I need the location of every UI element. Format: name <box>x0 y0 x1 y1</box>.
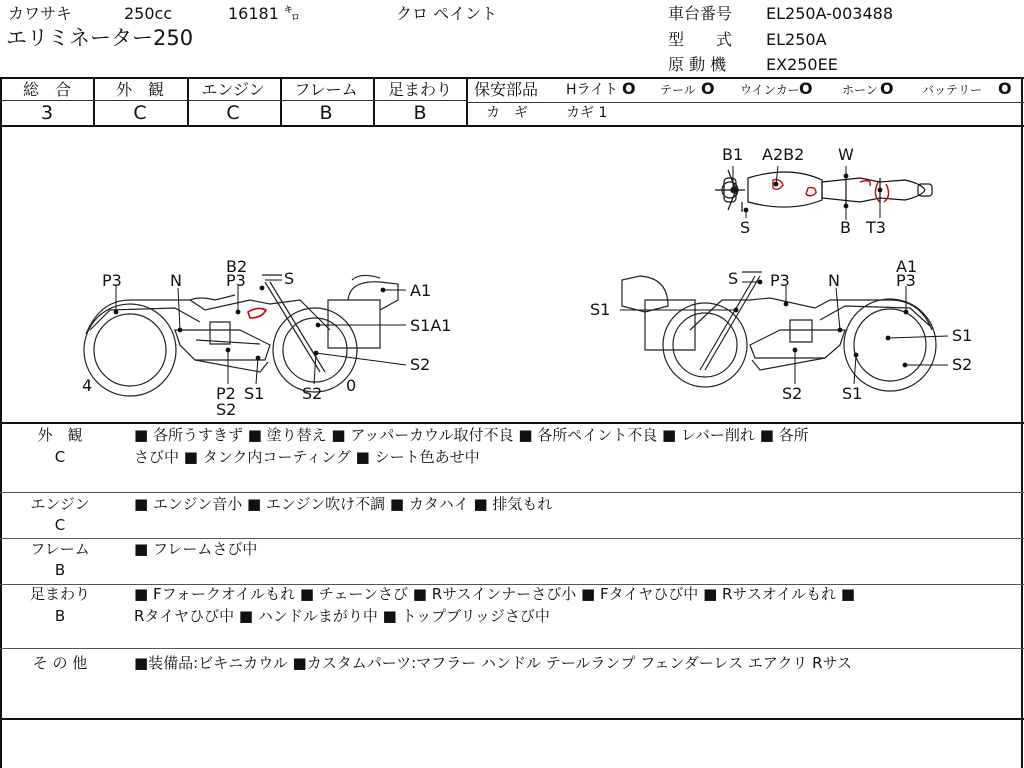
remark-category: エンジン <box>30 495 90 513</box>
type-label: 型 式 <box>668 30 733 49</box>
grade-label: 総 合 <box>22 80 72 99</box>
tail-label: テール <box>660 83 696 97</box>
diagram-mark: P3 <box>226 271 246 290</box>
diagram-mark: S2 <box>410 355 431 374</box>
winker-label: ウインカー <box>740 83 800 97</box>
color: クロ ペイント <box>396 4 498 23</box>
diagram-mark: S <box>728 269 739 288</box>
key-label: カ ギ <box>486 105 528 121</box>
diagram-mark: S1 <box>244 384 265 403</box>
horn-status: O <box>880 79 894 98</box>
remark-category: 足まわり <box>29 585 91 603</box>
remark-category: 外 観 <box>37 426 83 444</box>
grade-label: 外 観 <box>115 80 165 99</box>
remark-text: ■ エンジン音小 ■ エンジン吹け不調 ■ カタハイ ■ 排気もれ <box>134 495 553 513</box>
remark-grade: B <box>54 561 66 579</box>
grade-label: 足まわり <box>387 80 453 99</box>
diagram-mark: B2 <box>226 257 248 276</box>
diagram-mark: A1 <box>896 257 918 276</box>
diagram-mark: N <box>828 271 840 290</box>
diagram-mark: S <box>740 218 751 237</box>
grade-label: フレーム <box>294 80 358 99</box>
diagram-mark: A2B2 <box>762 145 805 164</box>
frame-no-label: 車台番号 <box>668 4 733 23</box>
frame-no: EL250A-003488 <box>766 4 894 23</box>
diagram-mark: S1A1 <box>410 316 452 335</box>
diagram-mark: P3 <box>102 271 122 290</box>
horn-label: ホーン <box>842 83 878 97</box>
diagram-mark: S2 <box>302 384 323 403</box>
safety-title: 保安部品 <box>474 80 539 99</box>
diagram-mark: P2 <box>216 384 236 403</box>
grade-value: C <box>133 102 147 124</box>
type-value: EL250A <box>766 30 827 49</box>
remark-text: Rタイヤひび中 ■ ハンドルまがり中 ■ トップブリッジさび中 <box>134 607 550 625</box>
grade-value: C <box>226 102 240 124</box>
diagram-mark: 4 <box>82 376 93 395</box>
remark-text: さび中 ■ タンク内コーティング ■ シート色あせ中 <box>134 448 480 466</box>
key-value: カギ 1 <box>566 105 608 121</box>
diagram-mark: N <box>170 271 182 290</box>
tail-status: O <box>701 79 715 98</box>
model-name: エリミネーター250 <box>6 26 194 50</box>
engine-label: 原 動 機 <box>668 55 727 74</box>
engine-value: EX250EE <box>766 55 838 74</box>
diagram-mark: S1 <box>590 300 611 319</box>
diagram-mark: P3 <box>896 271 916 290</box>
remark-text: ■装備品:ビキニカウル ■カスタムパーツ:マフラー ハンドル テールランプ フェンダーレス エアクリ Rサス <box>134 654 852 672</box>
mileage: 16181 ㌔ <box>228 4 300 23</box>
remark-category: そ の 他 <box>32 654 88 672</box>
remark-grade: C <box>54 516 66 534</box>
grade-label: エンジン <box>201 80 265 99</box>
diagram-mark: B1 <box>722 145 744 164</box>
diagram-mark: W <box>838 145 854 164</box>
diagram-mark: P3 <box>770 271 790 290</box>
winker-status: O <box>799 79 813 98</box>
remark-grade: C <box>54 448 66 466</box>
battery-status: O <box>998 79 1012 98</box>
remark-text: ■ フレームさび中 <box>134 540 258 558</box>
diagram-mark: S2 <box>952 355 973 374</box>
diagram-mark: A1 <box>410 281 432 300</box>
diagram-mark: T3 <box>866 218 886 237</box>
divider <box>0 648 1024 649</box>
remark-text: ■ Fフォークオイルもれ ■ チェーンさび ■ Rサスインナーさび小 ■ Fタイヤひび中 ■ Rサスオイルもれ ■ <box>134 585 856 603</box>
diagram-mark: 0 <box>346 376 357 395</box>
maker: カワサキ <box>8 4 73 23</box>
diagram-mark: S <box>284 269 295 288</box>
diagram-mark: S2 <box>782 384 803 403</box>
divider <box>0 492 1024 493</box>
divider <box>0 538 1024 539</box>
battery-label: バッテリー <box>922 83 983 97</box>
grade-value: B <box>319 102 333 124</box>
headlight-status: O <box>622 79 636 98</box>
diagram-mark: S2 <box>216 400 237 419</box>
grade-value: B <box>413 102 427 124</box>
grade-value: 3 <box>40 102 54 124</box>
diagram-mark: S1 <box>842 384 863 403</box>
remark-category: フレーム <box>30 540 90 558</box>
diagram-mark: B <box>840 218 851 237</box>
headlight-label: Hライト <box>566 82 619 98</box>
remark-grade: B <box>54 607 66 625</box>
displacement: 250cc <box>124 4 173 23</box>
remark-text: ■ 各所うすきず ■ 塗り替え ■ アッパーカウル取付不良 ■ 各所ペイント不良 ■ レバー削れ ■ 各所 <box>134 426 809 444</box>
diagram-mark: S1 <box>952 326 973 345</box>
divider <box>0 718 1024 720</box>
